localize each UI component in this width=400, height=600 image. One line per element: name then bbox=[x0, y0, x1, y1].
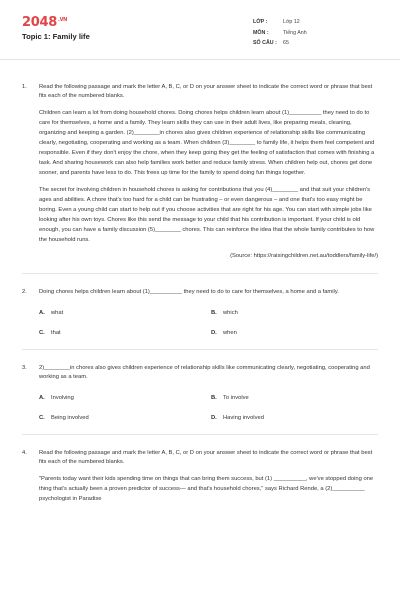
passage-paragraph: The secret for involving children in household chores is asking for contributions that you (4)________ and that suit your children's ages and abilities. A chore that's too hard for a child can be frustrating – or even dangerous – and one that's too easy might be boring. Even a young child can start to help out if you choose activities that are right for his age. You can start with simple jobs like looking after his own toys. Chores like this send the message to your child that his contribution is important. If your child is old enough, you can have a family discussion (5)________ chores. This can reinforce the idea that the whole family contributes to how the household runs. bbox=[39, 187, 375, 243]
meta-key: SỐ CÂU : bbox=[253, 40, 277, 47]
reading-passage bbox=[39, 474, 378, 504]
option-text: Involving bbox=[51, 395, 74, 401]
option-letter: B. bbox=[211, 310, 217, 316]
option-text: which bbox=[223, 310, 238, 316]
meta-value: 65 bbox=[283, 40, 289, 47]
option-text: To involve bbox=[223, 395, 249, 401]
answer-options bbox=[39, 309, 383, 337]
meta-info bbox=[253, 17, 307, 49]
reading-passage bbox=[39, 108, 378, 245]
option-letter: B. bbox=[211, 395, 217, 401]
option-b[interactable] bbox=[211, 394, 383, 402]
logo-suffix: .VN bbox=[57, 16, 68, 23]
option-a[interactable] bbox=[39, 309, 211, 317]
option-text: Having involved bbox=[223, 415, 264, 421]
site-logo[interactable] bbox=[22, 15, 67, 30]
meta-value: Tiếng Anh bbox=[283, 29, 307, 36]
question-prompt: Read the following passage and mark the letter A, B, C, or D on your answer sheet to indicate the correct word or phrase that best fits each of the numbered blanks. bbox=[39, 84, 373, 99]
answer-options bbox=[39, 394, 383, 422]
question-list bbox=[22, 83, 378, 504]
logo-text: 2048 bbox=[22, 15, 57, 30]
option-letter: D. bbox=[211, 330, 217, 336]
question-prompt: 2)________in chores also gives children experience of relationship skills like communicating clearly, negotiating, cooperating and working as a team. bbox=[39, 365, 370, 380]
option-text: when bbox=[223, 330, 237, 336]
option-letter: C. bbox=[39, 330, 45, 336]
question-prompt: Doing chores helps children learn about (1)__________ they need to do to care for themselves, a home and a family. bbox=[39, 289, 339, 295]
question-body bbox=[39, 364, 383, 422]
question-3 bbox=[22, 364, 378, 422]
option-d[interactable] bbox=[211, 329, 383, 337]
question-prompt: Read the following passage and mark the letter A, B, C, or D on your answer sheet to indicate the correct word or phrase that best fits each of the numbered blanks. bbox=[39, 450, 373, 465]
question-4 bbox=[22, 449, 378, 504]
question-number: 2. bbox=[22, 289, 27, 295]
meta-row-subject bbox=[253, 28, 307, 39]
option-b[interactable] bbox=[211, 309, 383, 317]
passage-source: (Source: https://raisingchildren.net.au/toddlers/family-life/) bbox=[230, 253, 378, 259]
question-number: 4. bbox=[22, 450, 27, 456]
divider bbox=[22, 349, 378, 350]
option-c[interactable] bbox=[39, 329, 211, 337]
option-c[interactable] bbox=[39, 414, 211, 422]
option-text: what bbox=[51, 310, 64, 316]
meta-key: LỚP : bbox=[253, 19, 268, 26]
divider bbox=[22, 273, 378, 274]
page-header bbox=[0, 0, 400, 60]
topic-title: Topic 1: Family life bbox=[22, 32, 90, 41]
option-d[interactable] bbox=[211, 414, 383, 422]
passage-paragraph: Children can learn a lot from doing household chores. Doing chores helps children learn about (1)__________ they need to do to care for themselves, a home and a family. They learn skills they can use in their adult lives, like preparing meals, cleaning, organizing and keeping a garden. (2)________in chores also gives children experience of relationship skills like communicating clearly, negotiating, cooperating and working as a team. When children (3)________ to family life, it helps them feel competent and responsible. Even if they don't enjoy the chore, when they keep going they get the feeling of satisfaction that comes with finishing a task. And sharing housework can also help families work better and reduce family stress. When children help out, chores get done sooner, and parents have less to do. This frees up time for the family to spend doing fun things together. bbox=[39, 110, 375, 176]
question-body bbox=[39, 83, 378, 261]
option-letter: A. bbox=[39, 310, 45, 316]
question-number: 3. bbox=[22, 365, 27, 371]
option-letter: C. bbox=[39, 415, 45, 421]
question-2 bbox=[22, 288, 378, 337]
option-letter: A. bbox=[39, 395, 45, 401]
meta-row-count bbox=[253, 38, 307, 49]
question-1 bbox=[22, 83, 378, 261]
option-text: that bbox=[51, 330, 61, 336]
divider bbox=[22, 434, 378, 435]
question-body bbox=[39, 449, 378, 504]
meta-value: Lớp 12 bbox=[283, 19, 300, 26]
passage-paragraph: "Parents today want their kids spending time on things that can bring them success, but (1) __________, we've stopped doing one thing that's actually been a proven predictor of success— and that's household chores," says Richard Rende, a (2)__________ psychologist in Paradise bbox=[39, 476, 374, 502]
question-body bbox=[39, 288, 383, 337]
option-text: Being involved bbox=[51, 415, 89, 421]
meta-row-class bbox=[253, 17, 307, 28]
option-letter: D. bbox=[211, 415, 217, 421]
meta-key: MÔN : bbox=[253, 29, 269, 36]
question-number: 1. bbox=[22, 84, 27, 90]
option-a[interactable] bbox=[39, 394, 211, 402]
